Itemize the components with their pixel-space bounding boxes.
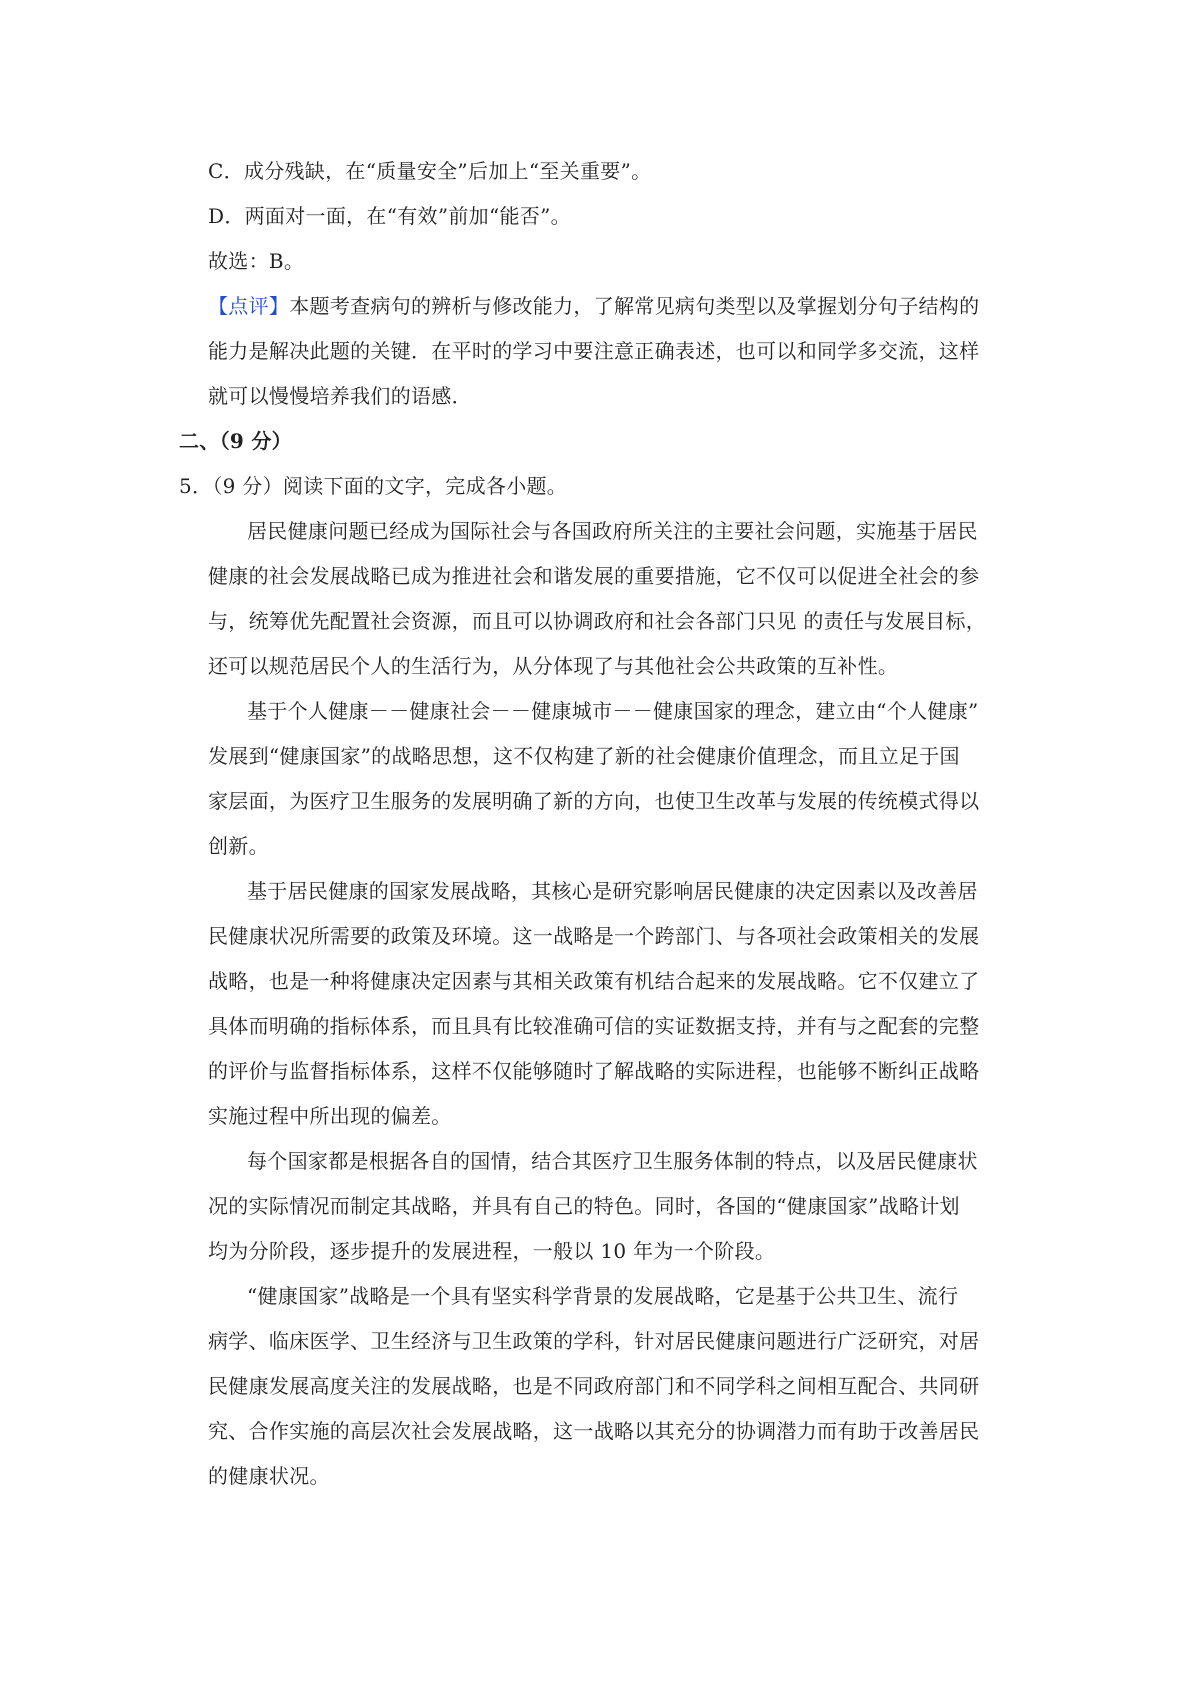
passage-line: 基于居民健康的国家发展战略，其核心是研究影响居民健康的决定因素以及改善居 — [247, 879, 978, 903]
passage-line: 还可以规范居民个人的生活行为，从分体现了与其他社会公共政策的互补性。 — [208, 654, 899, 678]
passage-line: 健康的社会发展战略已成为推进社会和谐发展的重要措施，它不仅可以促进全社会的参 — [208, 564, 980, 588]
passage-line: 实施过程中所出现的偏差。 — [208, 1104, 452, 1128]
passage-line: 均为分阶段，逐步提升的发展进程，一般以 10 年为一个阶段。 — [208, 1239, 776, 1263]
passage-line: 与，统筹优先配置社会资源，而且可以协调政府和社会各部门只见 的责任与发展目标， — [208, 609, 987, 633]
passage-line: 基于个人健康－－健康社会－－健康城市－－健康国家的理念，建立由“个人健康” — [247, 699, 979, 723]
passage-line: 家层面，为医疗卫生服务的发展明确了新的方向，也使卫生改革与发展的传统模式得以 — [208, 789, 980, 813]
question-stem: 5．（9 分）阅读下面的文字，完成各小题。 — [179, 474, 568, 498]
section-heading: 二、（9 分） — [179, 429, 292, 453]
option-d: D．两面对一面，在“有效”前加“能否”。 — [208, 204, 571, 228]
passage-line: 况的实际情况而制定其战略，并具有自己的特色。同时，各国的“健康国家”战略计划 — [208, 1194, 960, 1218]
passage-line: 民健康发展高度关注的发展战略，也是不同政府部门和不同学科之间相互配合、共同研 — [208, 1374, 980, 1398]
passage-line: 的健康状况。 — [208, 1464, 330, 1488]
comment-tag: 【点评】 — [208, 294, 290, 318]
answer-choice: 故选：B。 — [208, 249, 305, 273]
passage-line: 每个国家都是根据各自的国情，结合其医疗卫生服务体制的特点，以及居民健康状 — [247, 1149, 978, 1173]
passage-line: 具体而明确的指标体系，而且具有比较准确可信的实证数据支持，并有与之配套的完整 — [208, 1014, 980, 1038]
comment-text: 本题考查病句的辨析与修改能力，了解常见病句类型以及掌握划分句子结构的 — [289, 294, 980, 318]
comment-line-3: 就可以慢慢培养我们的语感． — [208, 384, 472, 408]
passage-line: 发展到“健康国家”的战略思想，这不仅构建了新的社会健康价值理念，而且立足于国 — [208, 744, 960, 768]
passage-line: 战略，也是一种将健康决定因素与其相关政策有机结合起来的发展战略。它不仅建立了 — [208, 969, 980, 993]
comment-line-2: 能力是解决此题的关键．在平时的学习中要注意正确表述，也可以和同学多交流，这样 — [208, 339, 980, 363]
comment-line-1 — [208, 292, 979, 320]
passage-line: 居民健康问题已经成为国际社会与各国政府所关注的主要社会问题，实施基于居民 — [247, 519, 978, 543]
passage-line: 创新。 — [208, 834, 269, 858]
passage-line: “健康国家”战略是一个具有坚实科学背景的发展战略，它是基于公共卫生、流行 — [247, 1284, 959, 1308]
passage-line: 病学、临床医学、卫生经济与卫生政策的学科，针对居民健康问题进行广泛研究，对居 — [208, 1329, 980, 1353]
passage-line: 的评价与监督指标体系，这样不仅能够随时了解战略的实际进程，也能够不断纠正战略 — [208, 1059, 980, 1083]
passage-line: 民健康状况所需要的政策及环境。这一战略是一个跨部门、与各项社会政策相关的发展 — [208, 924, 980, 948]
option-c: C．成分残缺，在“质量安全”后加上“至关重要”。 — [208, 159, 652, 183]
passage-line: 究、合作实施的高层次社会发展战略，这一战略以其充分的协调潜力而有助于改善居民 — [208, 1419, 980, 1443]
